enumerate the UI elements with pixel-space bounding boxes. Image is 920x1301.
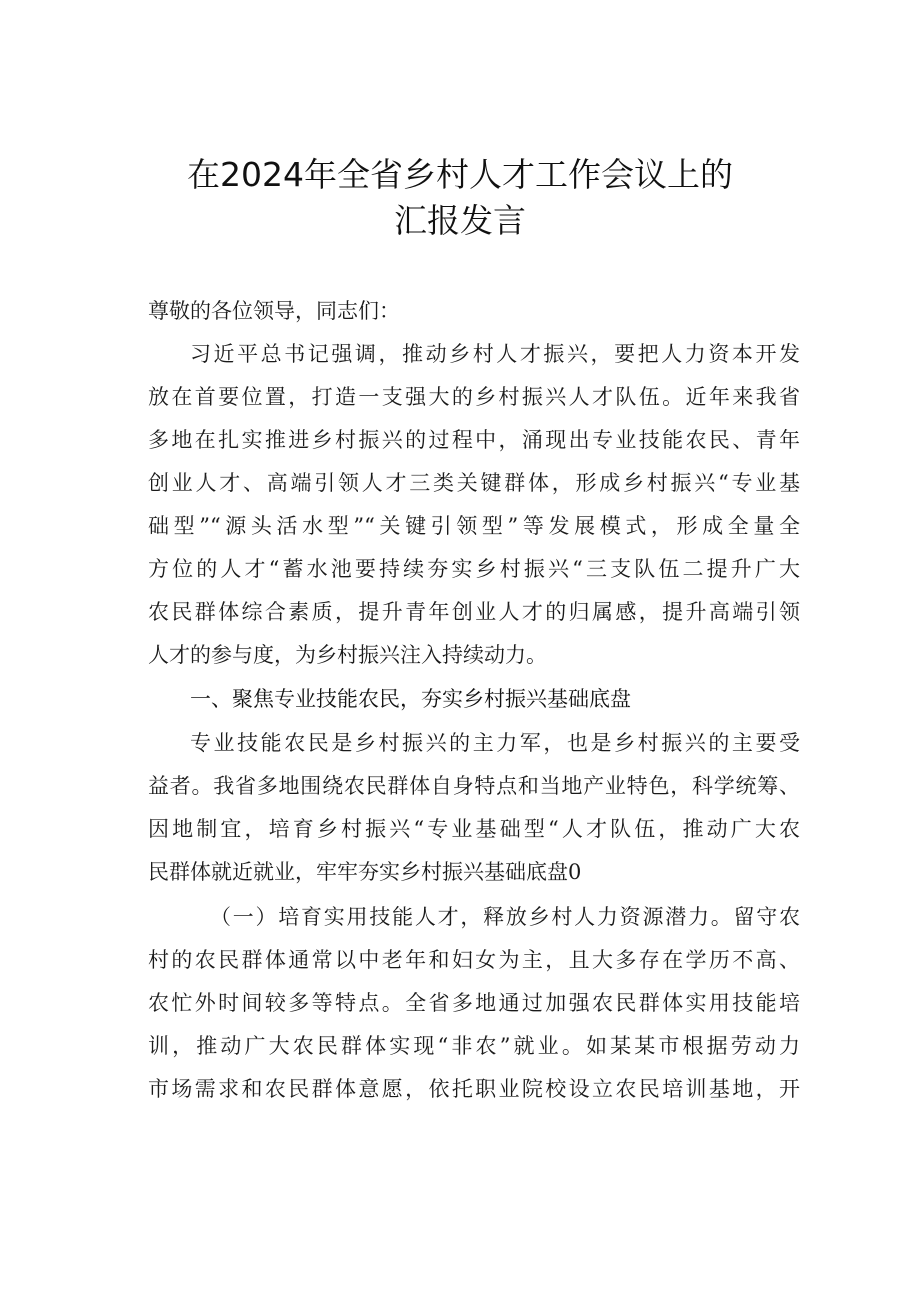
section-heading-1: 一、聚焦专业技能农民，夯实乡村振兴基础底盘 — [190, 687, 631, 711]
paragraph-line: 创业人才、高端引领人才三类关键群体，形成乡村振兴“专业基 — [148, 471, 800, 495]
paragraph-line: 村的农民群体通常以中老年和妇女为主，且大多存在学历不高、 — [148, 948, 800, 972]
paragraph-line: 础型”“源头活水型”“关键引领型”等发展模式，形成全量全 — [148, 514, 800, 538]
paragraph-line: 方位的人才“蓄水池要持续夯实乡村振兴“三支队伍二提升广大 — [148, 557, 800, 581]
salutation: 尊敬的各位领导，同志们： — [148, 299, 400, 323]
paragraph-line: 人才的参与度，为乡村振兴注入持续动力。 — [148, 643, 547, 667]
paragraph-line: 习近平总书记强调，推动乡村人才振兴，要把人力资本开发 — [190, 342, 800, 366]
paragraph-line: 多地在扎实推进乡村振兴的过程中，涌现出专业技能农民、青年 — [148, 428, 800, 452]
paragraph-line: 因地制宜，培育乡村振兴“专业基础型“人才队伍，推动广大农 — [148, 817, 800, 841]
document-title-line-2: 汇报发言 — [394, 201, 526, 240]
paragraph-line: （一）培育实用技能人才，释放乡村人力资源潜力。留守农 — [210, 905, 800, 929]
paragraph-line: 放在首要位置，打造一支强大的乡村振兴人才队伍。近年来我省 — [148, 385, 800, 409]
paragraph-line: 农忙外时间较多等特点。全省多地通过加强农民群体实用技能培 — [148, 991, 800, 1015]
paragraph-line: 益者。我省多地围绕农民群体自身特点和当地产业特色，科学统筹、 — [148, 774, 800, 798]
paragraph-line: 专业技能农民是乡村振兴的主力军，也是乡村振兴的主要受 — [190, 731, 800, 755]
document-title-line-1: 在2024年全省乡村人才工作会议上的 — [187, 155, 733, 194]
paragraph-line: 民群体就近就业，牢牢夯实乡村振兴基础底盘0 — [148, 860, 582, 884]
paragraph-line: 市场需求和农民群体意愿，依托职业院校设立农民培训基地，开 — [148, 1077, 800, 1101]
paragraph-line: 训，推动广大农民群体实现“非农”就业。如某某市根据劳动力 — [148, 1034, 800, 1058]
paragraph-line: 农民群体综合素质，提升青年创业人才的归属感，提升高端引领 — [148, 600, 800, 624]
